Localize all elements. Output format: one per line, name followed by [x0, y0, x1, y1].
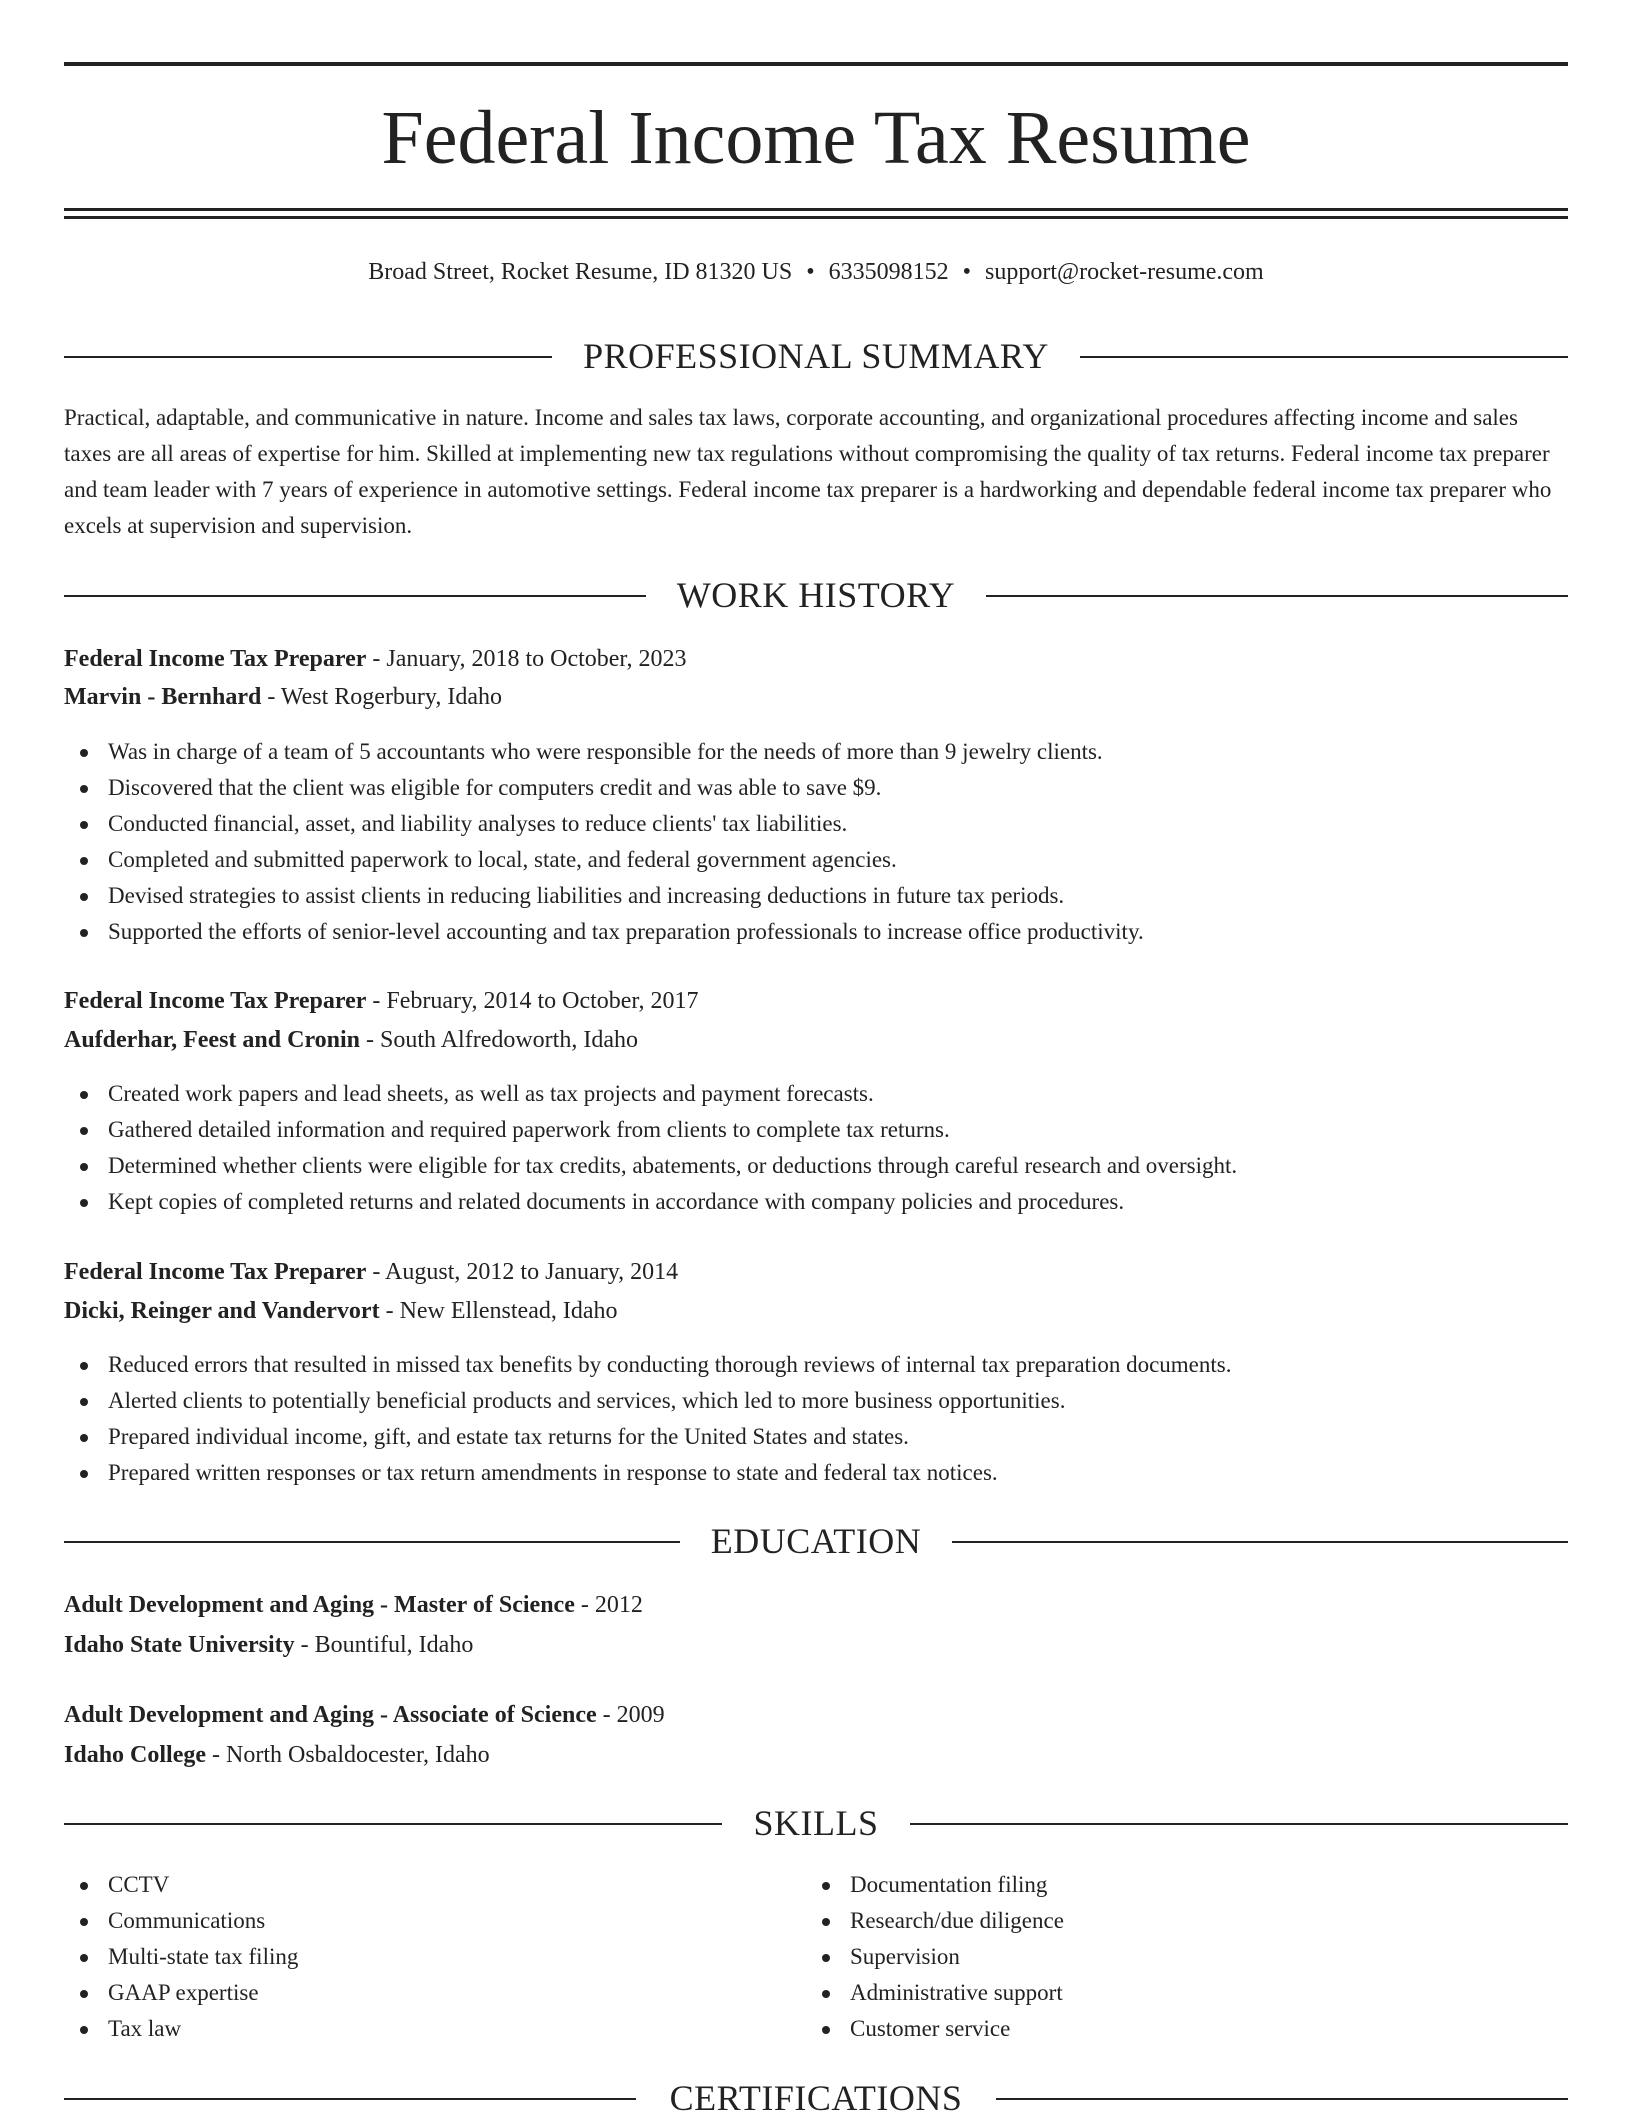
job-company: Aufderhar, Feest and Cronin — [64, 1027, 361, 1053]
title-rule-lower — [64, 216, 1568, 219]
summary-text: Practical, adaptable, and communicative in nature. Income and sales tax laws, corporate accounting, and organizational procedures affecting income and sales taxes are all areas of expertise for him. Skilled at implementing new tax regulations without compromising the quality of tax returns. Federal income tax preparer and team leader with 7 years of experience in automotive settings. Federal income tax preparer is a hardworking and dependable federal income tax preparer who excels at supervision and supervision. — [64, 405, 1552, 538]
job-company-line — [64, 678, 502, 716]
education-school-line — [64, 1626, 473, 1664]
education-location: - North Osbaldocester, Idaho — [206, 1742, 490, 1768]
section-rule-right — [952, 1541, 1568, 1543]
job-bullet-list — [64, 1076, 1237, 1220]
job-bullet: Prepared written responses or tax return amendments in response to state and federal tax notices. — [64, 1455, 1232, 1491]
job-location: - New Ellenstead, Idaho — [379, 1298, 618, 1324]
section-title-work: WORK HISTORY — [676, 575, 956, 615]
section-title-skills: SKILLS — [753, 1803, 879, 1843]
contact-separator: • — [962, 259, 972, 285]
section-rule-right — [910, 1823, 1568, 1825]
title-rule-upper — [64, 208, 1568, 211]
job-company: Marvin - Bernhard — [64, 684, 262, 710]
skill-item: Customer service — [806, 2011, 1064, 2047]
skill-item: Supervision — [806, 1939, 1064, 1975]
job-company: Dicki, Reinger and Vandervort — [64, 1298, 380, 1324]
job-title-line — [64, 982, 698, 1020]
contact-separator: • — [806, 259, 815, 285]
education-school: Idaho College — [64, 1742, 207, 1768]
job-dates: - August, 2012 to January, 2014 — [366, 1259, 679, 1285]
education-school: Idaho State University — [64, 1632, 295, 1658]
skill-item: GAAP expertise — [64, 1975, 298, 2011]
job-bullet: Reduced errors that resulted in missed tax benefits by conducting thorough reviews of internal tax preparation documents. — [64, 1347, 1232, 1383]
section-rule-right — [996, 2098, 1568, 2100]
section-header-skills — [64, 1801, 1568, 1845]
section-rule-right — [986, 595, 1568, 597]
job-company-line — [64, 1021, 638, 1059]
education-degree: Adult Development and Aging - Master of Science — [64, 1592, 575, 1618]
job-bullet-list — [64, 734, 1144, 950]
section-title-summary: PROFESSIONAL SUMMARY — [583, 336, 1049, 376]
education-degree-line — [64, 1586, 643, 1624]
job-title: Federal Income Tax Preparer — [64, 1259, 367, 1285]
job-bullet: Created work papers and lead sheets, as well as tax projects and payment forecasts. — [64, 1076, 1237, 1112]
section-header-summary — [64, 334, 1568, 378]
job-dates: - February, 2014 to October, 2017 — [366, 988, 699, 1014]
skill-item: Communications — [64, 1903, 298, 1939]
job-bullet: Alerted clients to potentially beneficial products and services, which led to more business opportunities. — [64, 1383, 1232, 1419]
education-year: - 2009 — [596, 1702, 665, 1728]
job-title-line — [64, 1253, 678, 1291]
section-rule-right — [1080, 356, 1568, 358]
skills-list-left — [64, 1867, 298, 2047]
contact-phone: 6335098152 — [828, 259, 949, 285]
skill-item: CCTV — [64, 1867, 298, 1903]
section-title-certifications: CERTIFICATIONS — [669, 2078, 963, 2118]
contact-address: Broad Street, Rocket Resume, ID 81320 US — [368, 259, 793, 285]
skill-item: Multi-state tax filing — [64, 1939, 298, 1975]
top-rule — [64, 62, 1568, 66]
education-location: - Bountiful, Idaho — [294, 1632, 474, 1658]
skill-item: Research/due diligence — [806, 1903, 1064, 1939]
education-year: - 2012 — [574, 1592, 643, 1618]
job-location: - West Rogerbury, Idaho — [261, 684, 503, 710]
job-bullet: Was in charge of a team of 5 accountants who were responsible for the needs of more than 9 jewelry clients. — [64, 734, 1144, 770]
resume-title: Federal Income Tax Resume — [381, 96, 1251, 180]
section-header-education — [64, 1519, 1568, 1563]
contact-email: support@rocket-resume.com — [985, 259, 1264, 285]
skills-list-right — [806, 1867, 1064, 2047]
job-dates: - January, 2018 to October, 2023 — [366, 646, 687, 672]
job-bullet: Determined whether clients were eligible for tax credits, abatements, or deductions through careful research and oversight. — [64, 1148, 1237, 1184]
job-bullet-list — [64, 1347, 1232, 1491]
job-bullet: Devised strategies to assist clients in reducing liabilities and increasing deductions in future tax periods. — [64, 878, 1144, 914]
section-header-certifications — [64, 2076, 1568, 2120]
job-title-line — [64, 640, 686, 678]
job-title: Federal Income Tax Preparer — [64, 646, 367, 672]
job-bullet: Prepared individual income, gift, and estate tax returns for the United States and states. — [64, 1419, 1232, 1455]
job-title: Federal Income Tax Preparer — [64, 988, 367, 1014]
education-school-line — [64, 1736, 490, 1774]
job-bullet: Kept copies of completed returns and related documents in accordance with company policies and procedures. — [64, 1184, 1237, 1220]
job-bullet: Supported the efforts of senior-level accounting and tax preparation professionals to increase office productivity. — [64, 914, 1144, 950]
section-title-education: EDUCATION — [710, 1521, 922, 1561]
education-degree: Adult Development and Aging - Associate of Science — [64, 1702, 597, 1728]
job-bullet: Completed and submitted paperwork to local, state, and federal government agencies. — [64, 842, 1144, 878]
job-location: - South Alfredoworth, Idaho — [360, 1027, 638, 1053]
skill-item: Administrative support — [806, 1975, 1064, 2011]
skill-item: Documentation filing — [806, 1867, 1064, 1903]
job-company-line — [64, 1292, 618, 1330]
section-header-work — [64, 573, 1568, 617]
job-bullet: Conducted financial, asset, and liability analyses to reduce clients' tax liabilities. — [64, 806, 1144, 842]
job-bullet: Gathered detailed information and required paperwork from clients to complete tax returns. — [64, 1112, 1237, 1148]
contact-line — [64, 254, 1568, 290]
education-degree-line — [64, 1696, 665, 1734]
job-bullet: Discovered that the client was eligible for computers credit and was able to save $9. — [64, 770, 1144, 806]
skill-item: Tax law — [64, 2011, 298, 2047]
